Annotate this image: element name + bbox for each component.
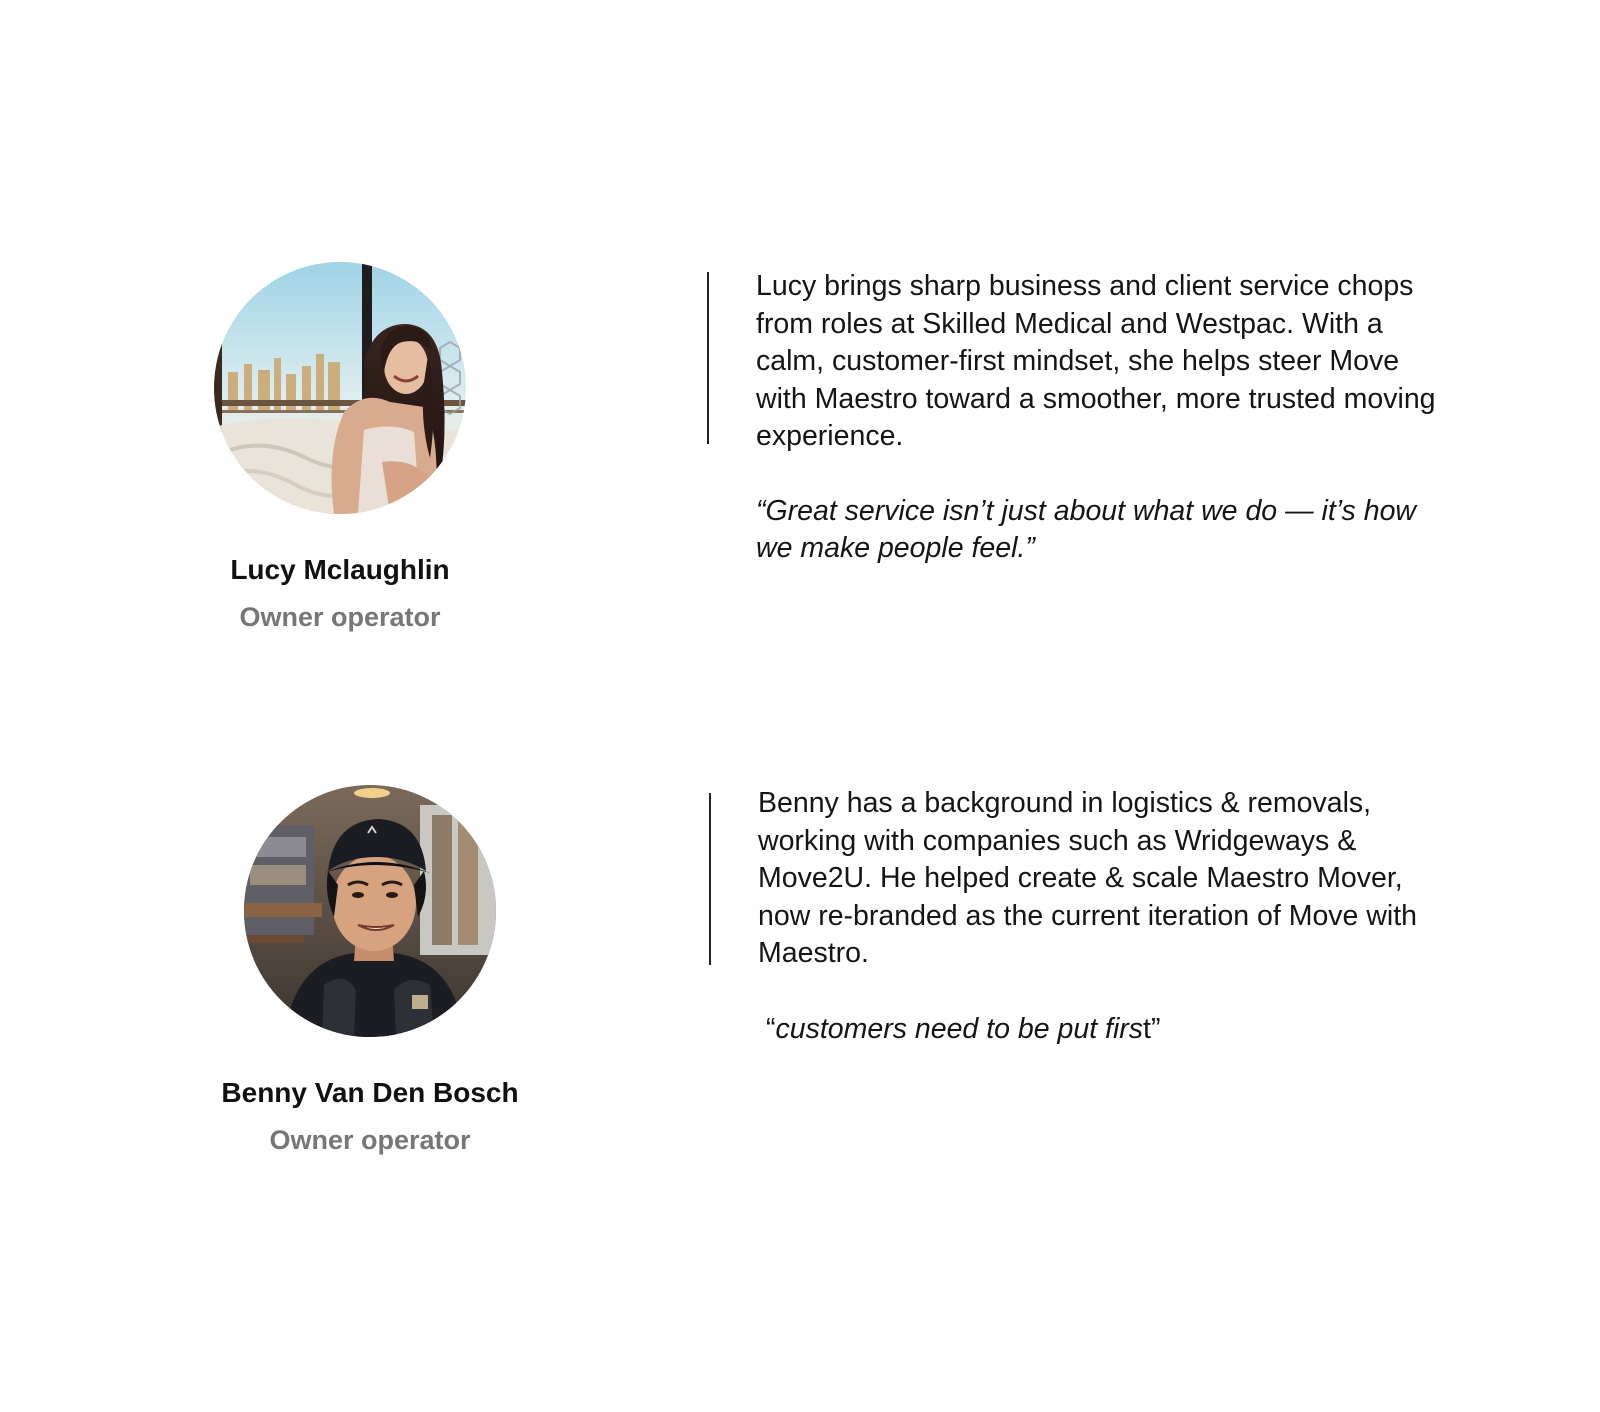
vertical-divider — [707, 272, 709, 444]
quote-open-mark: “ — [766, 1012, 776, 1045]
quote-text: “Great service isn’t just about what we do — it’s how we make people feel.” — [756, 494, 1417, 564]
portrait-photo — [244, 785, 496, 1037]
profile-photo-column — [205, 785, 535, 1157]
person-name: Benny Van Den Bosch — [221, 1077, 519, 1108]
bio-column — [758, 785, 1438, 1048]
person-role: Owner operator — [239, 602, 441, 632]
portrait-photo — [214, 262, 466, 514]
quote-text — [758, 1011, 1438, 1049]
person-role: Owner operator — [269, 1125, 471, 1155]
vertical-divider — [709, 793, 711, 965]
bio-text: Benny has a background in logistics & removals, working with companies such as Wridgeways & Move2U. He helped create & scale Maestro Mover, now re-branded as the current iteration of Move with Maestro. — [758, 787, 1418, 969]
avatar — [214, 262, 466, 514]
avatar — [244, 785, 496, 1037]
quote-italic-text: customers need to be put firs — [775, 1012, 1144, 1045]
person-name: Lucy Mclaughlin — [230, 554, 450, 585]
profile-photo-column — [200, 262, 480, 634]
quote-end-text: t” — [1143, 1012, 1161, 1045]
bio-column — [756, 268, 1436, 568]
bio-text: Lucy brings sharp business and client service chops from roles at Skilled Medical and Westpac. With a calm, customer-first mindset, she helps steer Move with Maestro toward a smoother, more trusted moving experience. — [756, 270, 1436, 452]
